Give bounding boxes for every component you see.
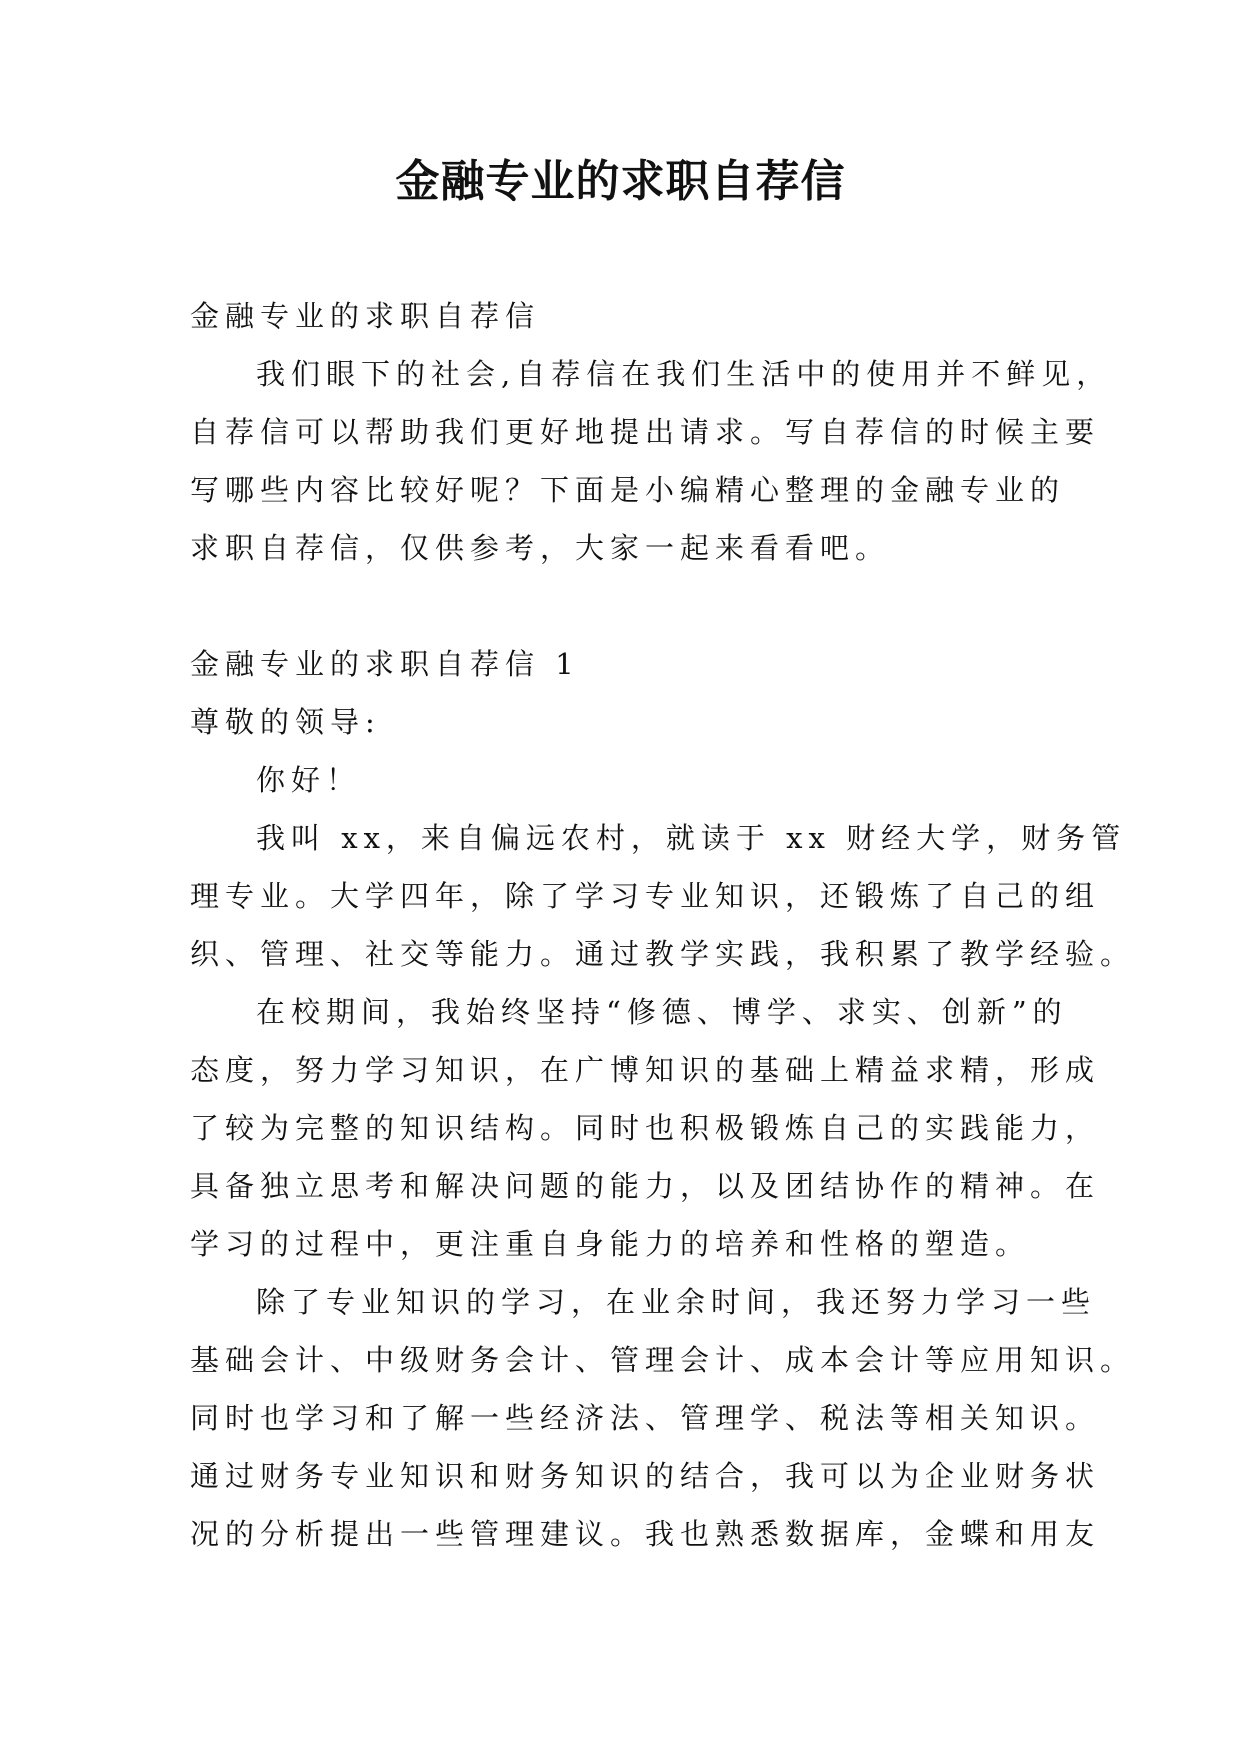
blank-line — [190, 577, 1060, 635]
intro-line: 写哪些内容比较好呢？下面是小编精心整理的金融专业的 — [190, 473, 1066, 507]
subtitle-line: 金融专业的求职自荐信 — [190, 299, 541, 333]
paragraph-line: 具备独立思考和解决问题的能力，以及团结协作的精神。在 — [190, 1169, 1101, 1203]
intro-line: 我们眼下的社会,自荐信在我们生活中的使用并不鲜见， — [256, 357, 1112, 391]
paragraph-line: 学习的过程中，更注重自身能力的培养和性格的塑造。 — [190, 1227, 1031, 1261]
salutation: 尊敬的领导: — [190, 705, 381, 739]
paragraph-line: 况的分析提出一些管理建议。我也熟悉数据库，金蝶和用友 — [190, 1517, 1101, 1551]
paragraph-line: 了较为完整的知识结构。同时也积极锻炼自己的实践能力， — [190, 1111, 1101, 1145]
document-title: 金融专业的求职自荐信 — [395, 156, 846, 207]
paragraph-line: 理专业。大学四年，除了学习专业知识，还锻炼了自己的组 — [190, 879, 1101, 913]
paragraph-line: 在校期间，我始终坚持“修德、博学、求实、创新”的 — [256, 995, 1068, 1029]
paragraph-line: 我叫 xx，来自偏远农村，就读于 xx 财经大学，财务管 — [256, 821, 1127, 855]
paragraph-line: 基础会计、中级财务会计、管理会计、成本会计等应用知识。 — [190, 1343, 1136, 1377]
paragraph-line: 织、管理、社交等能力。通过教学实践，我积累了教学经验。 — [190, 937, 1136, 971]
paragraph-line: 除了专业知识的学习，在业余时间，我还努力学习一些 — [256, 1285, 1097, 1319]
greeting: 你好！ — [256, 763, 362, 797]
paragraph-line: 态度，努力学习知识，在广博知识的基础上精益求精，形成 — [190, 1053, 1101, 1087]
intro-line: 求职自荐信，仅供参考，大家一起来看看吧。 — [190, 531, 891, 565]
letter-heading: 金融专业的求职自荐信 1 — [190, 647, 580, 681]
intro-line: 自荐信可以帮助我们更好地提出请求。写自荐信的时候主要 — [190, 415, 1101, 449]
paragraph-line: 同时也学习和了解一些经济法、管理学、税法等相关知识。 — [190, 1401, 1101, 1435]
document-body — [190, 287, 1136, 1563]
paragraph-line: 通过财务专业知识和财务知识的结合，我可以为企业财务状 — [190, 1459, 1101, 1493]
